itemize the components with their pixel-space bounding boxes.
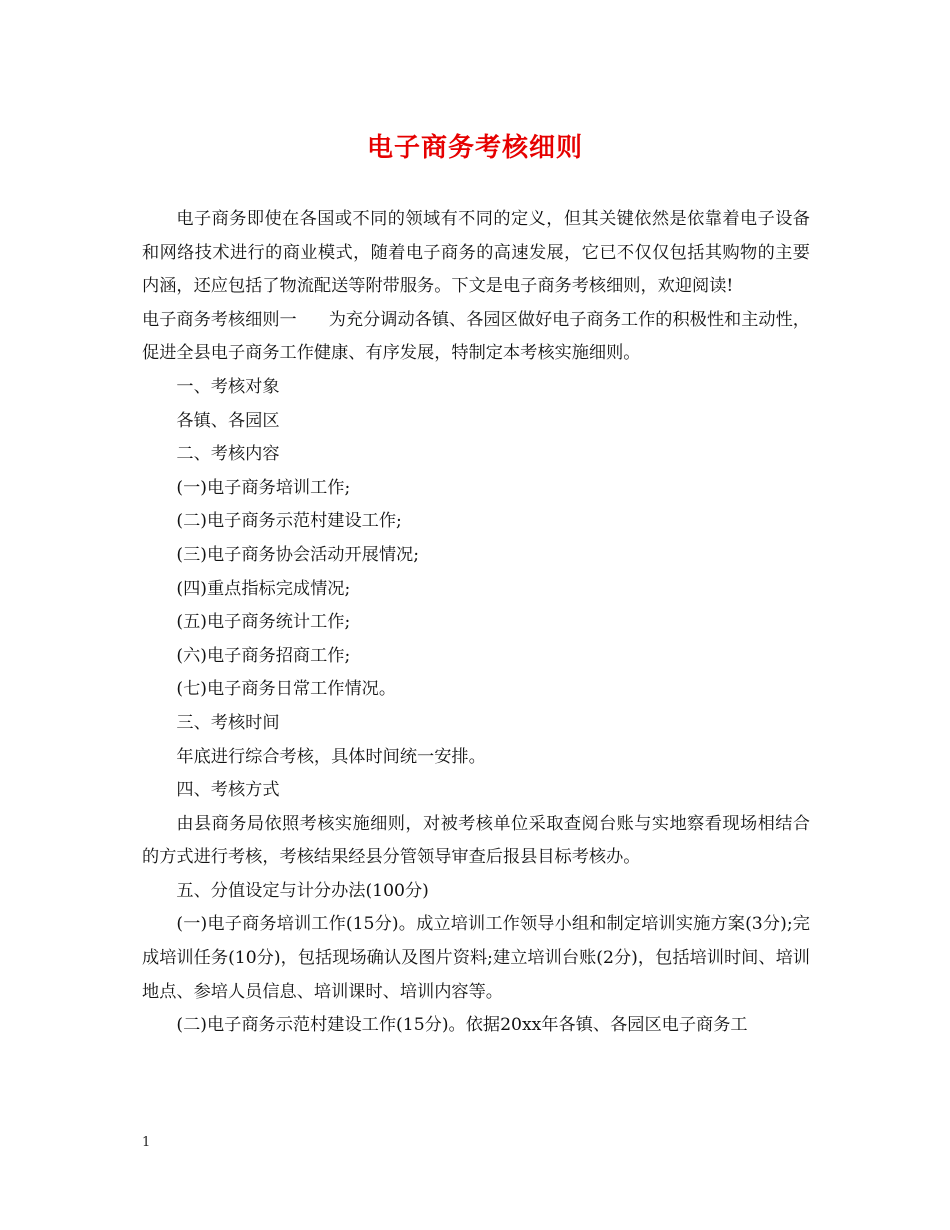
page-number: 1	[142, 1135, 151, 1150]
content-item: (七)电子商务日常工作情况。	[176, 679, 397, 700]
content-item: (一)电子商务培训工作;	[176, 477, 351, 498]
assessment-time-text: 年底进行综合考核，具体时间统一安排。	[176, 746, 486, 767]
content-item: (四)重点指标完成情况;	[176, 578, 351, 599]
content-item: (二)电子商务示范村建设工作;	[176, 511, 402, 532]
content-item: (六)电子商务招商工作;	[176, 645, 351, 666]
document-title: 电子商务考核细则	[366, 133, 583, 163]
content-item: (三)电子商务协会活动开展情况;	[176, 544, 420, 565]
scoring-item: (二)电子商务示范村建设工作(15分)。依据20xx年各镇、各园区电子商务工	[176, 1015, 748, 1036]
heading-assessment-time: 三、考核时间	[176, 712, 280, 733]
section-one-paragraph	[142, 304, 810, 371]
heading-assessment-method: 四、考核方式	[176, 780, 280, 801]
assessment-target-text: 各镇、各园区	[176, 410, 280, 431]
scoring-item: (一)电子商务培训工作(15分)。成立培训工作领导小组和制定培训实施方案(3分);完成培训任务(10分)，包括现场确认及图片资料;建立培训台账(2分)，包括培训时间、培训地点、参培人员信息、培训课时、培训内容等。	[142, 914, 810, 1002]
heading-assessment-target: 一、考核对象	[176, 376, 280, 397]
section-one-label: 电子商务考核细则一	[142, 309, 297, 330]
content-item: (五)电子商务统计工作;	[176, 612, 351, 633]
document-body	[142, 203, 810, 1043]
section-one-text: 为充分调动各镇、各园区做好电子商务工作的积极性和主动性，促进全县电子商务工作健康、有序发展，特制定本考核实施细则。	[142, 309, 810, 364]
heading-scoring: 五、分值设定与计分办法(100分)	[176, 880, 429, 901]
heading-assessment-content: 二、考核内容	[176, 444, 280, 465]
assessment-method-text: 由县商务局依照考核实施细则，对被考核单位采取查阅台账与实地察看现场相结合的方式进行考核，考核结果经县分管领导审查后报县目标考核办。	[142, 813, 810, 868]
intro-paragraph: 电子商务即使在各国或不同的领域有不同的定义，但其关键依然是依靠着电子设备和网络技术进行的商业模式，随着电子商务的高速发展，它已不仅仅包括其购物的主要内涵，还应包括了物流配送等附带服务。下文是电子商务考核细则，欢迎阅读!	[142, 209, 810, 297]
